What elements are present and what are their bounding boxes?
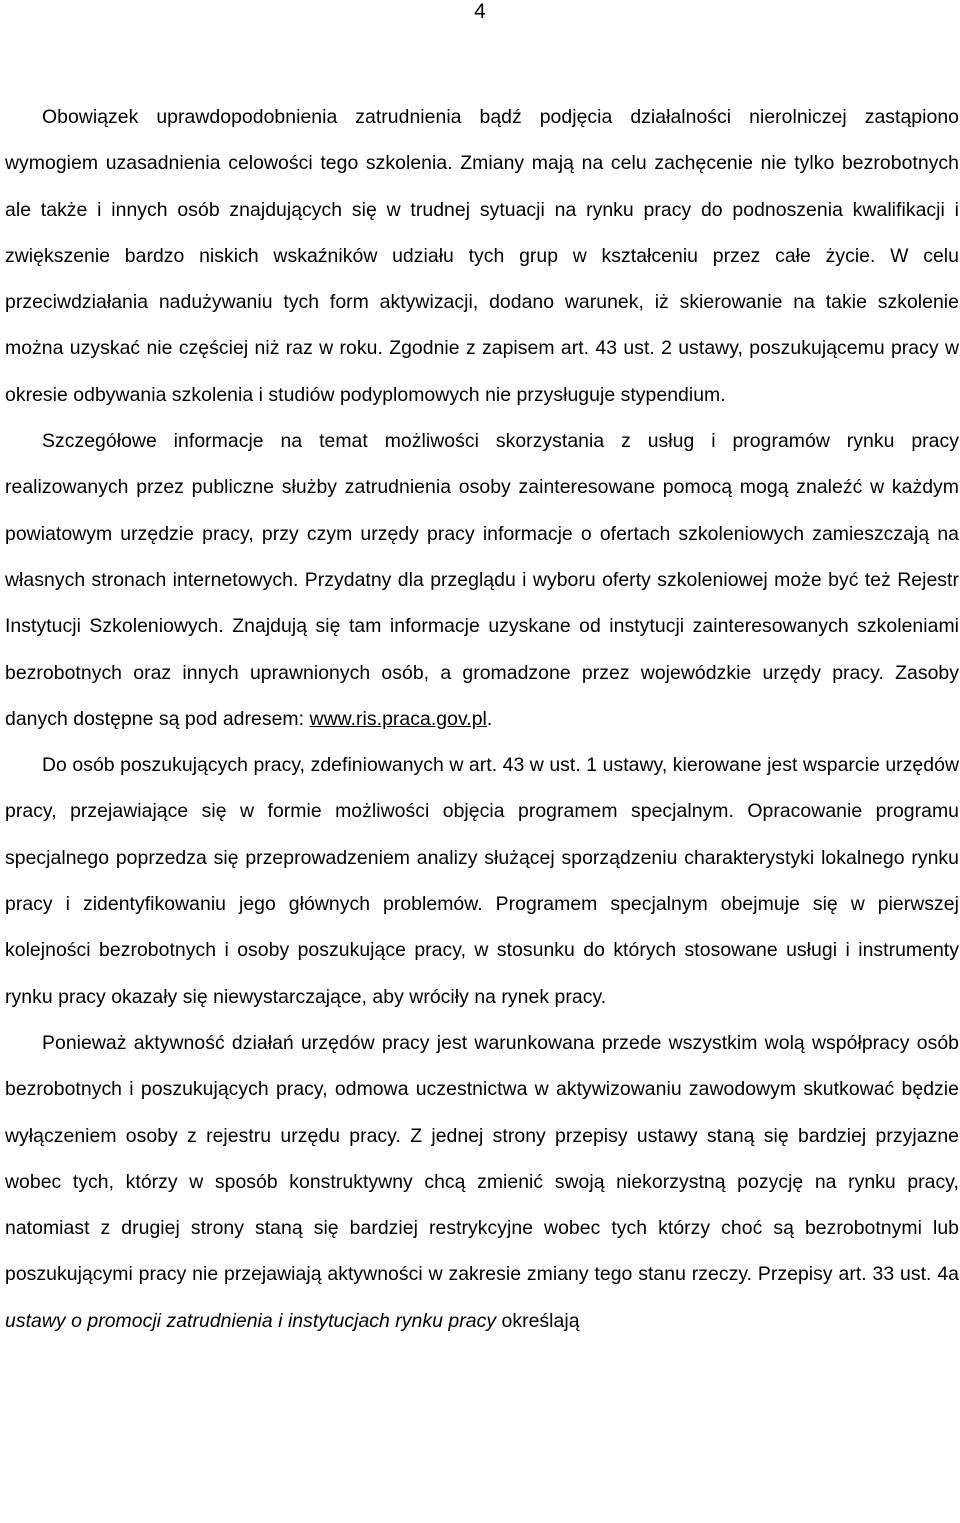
paragraph-special-program: Do osób poszukujących pracy, zdefiniowanych w art. 43 w ust. 1 ustawy, kierowane jest wsparcie urzędów pracy, przejawiające się w formie możliwości objęcia programem specjalnym. Opracowanie programu specjalnego poprzedza się przeprowadzeniem analizy służącej sporządzeniu charakterystyki lokalnego rynku pracy i zidentyfikowaniu jego głównych problemów. Programem specjalnym obejmuje się w pierwszej kolejności bezrobotnych i osoby poszukujące pracy, w stosunku do których stosowane usługi i instrumenty rynku pracy okazały się niewystarczające, aby wróciły na rynek pracy. <box>5 754 959 1008</box>
paragraph-text: Szczegółowe informacje na temat możliwości skorzystania z usług i programów rynku pracy realizowanych przez publiczne służby zatrudnienia osoby zainteresowane pomocą mogą znaleźć w każdym powiatowym urzędzie pracy, przy czym urzędy pracy informacje o ofertach szkoleniowych zamieszczają na własnych stronach internetowych. Przydatny dla przeglądu i wyboru oferty szkoleniowej może być też Rejestr Instytucji Szkoleniowych. Znajdują się tam informacje uzyskane od instytucji zainteresowanych szkoleniami bezrobotnych oraz innych uprawnionych osób, a gromadzone przez wojewódzkie urzędy pracy. Zasoby danych dostępne są pod adresem: <box>5 430 959 730</box>
paragraph-training-requirements: Obowiązek uprawdopodobnienia zatrudnienia bądź podjęcia działalności nierolniczej zastąpiono wymogiem uzasadnienia celowości tego szkolenia. Zmiany mają na celu zachęcenie nie tylko bezrobotnych ale także i innych osób znajdujących się w trudnej sytuacji na rynku pracy do podnoszenia kwalifikacji i zwiększenie bardzo niskich wskaźników udziału tych grup w kształceniu przez całe życie. W celu przeciwdziałania nadużywaniu tych form aktywizacji, dodano warunek, iż skierowanie na takie szkolenie można uzyskać nie częściej niż raz w roku. Zgodnie z zapisem art. 43 ust. 2 ustawy, poszukującemu pracy w okresie odbywania szkolenia i studiów podyplomowych nie przysługuje stypendium. <box>5 106 959 406</box>
paragraph-text: . <box>486 707 493 730</box>
paragraph-cooperation <box>5 1020 959 1344</box>
paragraph-text: określają <box>496 1309 580 1332</box>
page-number: 4 <box>474 0 486 23</box>
act-title: ustawy o promocji zatrudnienia i instytucjach rynku pracy <box>5 1309 497 1332</box>
document-body <box>5 94 959 1344</box>
paragraph-training-information <box>5 418 959 742</box>
ris-website-link[interactable]: www.ris.praca.gov.pl <box>309 707 487 730</box>
paragraph-text: Ponieważ aktywność działań urzędów pracy jest warunkowana przede wszystkim wolą współpracy osób bezrobotnych i poszukujących pracy, odmowa uczestnictwa w aktywizowaniu zawodowym skutkować będzie wyłączeniem osoby z rejestru urzędu pracy. Z jednej strony przepisy ustawy staną się bardziej przyjazne wobec tych, którzy w sposób konstruktywny chcą zmienić swoją niekorzystną pozycję na rynku pracy, natomiast z drugiej strony staną się bardziej restrykcyjne wobec tych którzy choć są bezrobotnymi lub poszukującymi pracy nie przejawiają aktywności w zakresie zmiany tego stanu rzeczy. Przepisy art. 33 ust. 4a <box>5 1031 959 1286</box>
